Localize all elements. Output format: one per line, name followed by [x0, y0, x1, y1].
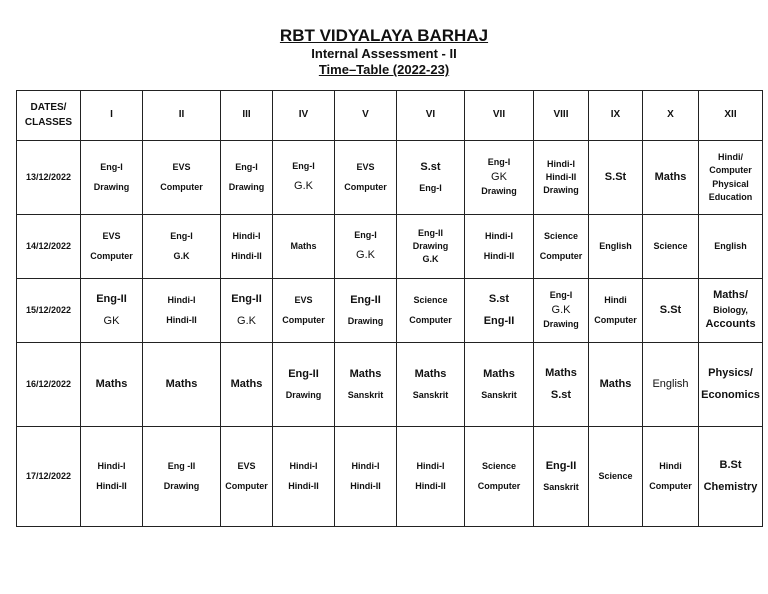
class-header: V: [335, 91, 397, 141]
subject-line: Science: [543, 231, 579, 242]
subject-cell: [335, 279, 397, 343]
subject-cell: [335, 343, 397, 427]
subject-cell: [273, 343, 335, 427]
subject-cell: [273, 215, 335, 279]
subject-line: Hindi-II: [415, 480, 446, 491]
subject-line: Hindi-I: [289, 461, 318, 472]
subject-line: Eng-I: [100, 162, 123, 173]
subject-cell: [273, 141, 335, 215]
subject-line: Accounts: [705, 318, 756, 331]
subject-cell: [643, 427, 699, 527]
class-header: IV: [273, 91, 335, 141]
subject-cell: [465, 343, 534, 427]
subject-cell: [81, 215, 143, 279]
class-header: VII: [465, 91, 534, 141]
subject-line: Computer: [594, 314, 637, 325]
subject-line: Maths/: [713, 289, 748, 302]
class-header: III: [221, 91, 273, 141]
subject-line: Maths: [95, 377, 128, 390]
subject-cell: [221, 427, 273, 527]
subject-cell: [699, 141, 763, 215]
subject-line: Drawing: [412, 240, 449, 251]
subject-line: Computer: [344, 181, 387, 192]
subject-line: Computer: [709, 165, 752, 176]
table-row: [17, 343, 763, 427]
subject-cell: [335, 215, 397, 279]
subject-line: Computer: [160, 181, 203, 192]
subject-line: Sanskrit: [543, 481, 579, 492]
subject-cell: [397, 279, 465, 343]
date-cell: 14/12/2022: [17, 215, 81, 279]
subject-line: Maths: [483, 368, 515, 380]
subject-cell: [273, 279, 335, 343]
subject-cell: [335, 427, 397, 527]
subject-cell: [143, 215, 221, 279]
subject-line: Science: [598, 470, 633, 481]
subject-cell: [589, 343, 643, 427]
corner-line: DATES/: [30, 102, 67, 113]
subject-line: Eng-I: [549, 290, 573, 301]
subject-cell: [699, 215, 763, 279]
subject-line: Eng-I: [235, 162, 258, 173]
subject-line: Hindi-II: [288, 480, 319, 491]
subject-cell: [643, 215, 699, 279]
subject-line: Sanskrit: [347, 389, 384, 400]
subject-line: Sanskrit: [412, 389, 449, 400]
subject-cell: [81, 279, 143, 343]
subject-cell: [643, 343, 699, 427]
subject-cell: [335, 141, 397, 215]
subject-cell: [221, 141, 273, 215]
date-cell: 17/12/2022: [17, 427, 81, 527]
subject-line: Eng-I: [354, 230, 377, 240]
subject-line: S.St: [659, 303, 682, 316]
subject-cell: [81, 343, 143, 427]
class-header: IX: [589, 91, 643, 141]
subject-cell: [534, 215, 589, 279]
subject-line: Drawing: [481, 186, 517, 197]
class-header: I: [81, 91, 143, 141]
school-name: RBT VIDYALAYA BARHAJ: [279, 26, 489, 45]
subject-cell: [589, 141, 643, 215]
header-row: [17, 91, 763, 141]
corner-line: CLASSES: [24, 116, 73, 128]
subject-line: S.st: [550, 388, 572, 401]
subject-line: GK: [103, 314, 120, 327]
subject-line: Maths: [654, 170, 687, 183]
subject-line: Maths: [545, 366, 577, 379]
subject-line: Maths: [230, 377, 263, 390]
subject-line: Computer: [539, 250, 583, 261]
exam-title: Internal Assessment - II: [311, 46, 457, 61]
subject-line: EVS: [356, 162, 375, 173]
subject-line: S.st: [420, 161, 441, 173]
subject-cell: [534, 141, 589, 215]
subject-line: G.K: [294, 180, 313, 193]
subject-line: Maths: [165, 377, 198, 390]
table-row: [17, 427, 763, 527]
subject-line: Science: [413, 295, 448, 306]
subject-cell: [699, 343, 763, 427]
subject-line: Chemistry: [703, 480, 758, 493]
timetable-body: [17, 141, 763, 527]
table-row: [17, 215, 763, 279]
subject-line: EVS: [172, 162, 191, 173]
table-row: [17, 141, 763, 215]
subject-line: Maths: [349, 368, 382, 380]
subject-line: Drawing: [543, 185, 579, 196]
subject-cell: [221, 343, 273, 427]
subject-line: Computer: [90, 250, 133, 261]
subject-cell: [143, 343, 221, 427]
subject-line: Hindi-I: [547, 158, 575, 169]
subject-cell: [465, 141, 534, 215]
subject-line: Science: [653, 240, 688, 251]
subject-line: Eng-II: [350, 294, 381, 306]
subject-line: Eng-II: [545, 460, 577, 472]
class-header: X: [643, 91, 699, 141]
subject-cell: [699, 279, 763, 343]
date-cell: 16/12/2022: [17, 343, 81, 427]
subject-cell: [589, 215, 643, 279]
subject-cell: [221, 279, 273, 343]
subject-line: EVS: [237, 461, 256, 472]
subject-line: Physical: [712, 178, 749, 189]
subject-cell: [534, 427, 589, 527]
subject-line: S.St: [604, 170, 627, 183]
class-header: XII: [699, 91, 763, 141]
subject-line: G.K: [422, 254, 439, 265]
subject-line: GK: [491, 170, 507, 183]
subject-cell: [465, 215, 534, 279]
subject-line: EVS: [102, 231, 121, 242]
subject-cell: [643, 141, 699, 215]
subject-cell: [643, 279, 699, 343]
subject-cell: [397, 141, 465, 215]
subject-line: Eng-II: [288, 368, 319, 380]
subject-line: Drawing: [228, 181, 265, 192]
subject-line: Eng-II: [483, 314, 515, 327]
subject-line: Hindi-II: [350, 480, 381, 491]
subject-line: Education: [708, 191, 753, 202]
timetable-title: Time–Table (2022-23): [318, 62, 450, 77]
table-row: [17, 279, 763, 343]
subject-line: Biology,: [713, 304, 748, 315]
subject-line: Eng -II: [167, 461, 196, 472]
subject-line: English: [599, 240, 632, 251]
subject-line: Hindi/: [718, 152, 743, 162]
subject-line: Eng-I: [292, 161, 315, 171]
subject-cell: [81, 427, 143, 527]
subject-line: B.St: [719, 458, 742, 471]
class-header: II: [143, 91, 221, 141]
subject-cell: [221, 215, 273, 279]
subject-line: Sanskrit: [481, 389, 517, 400]
subject-line: EVS: [294, 295, 313, 306]
date-cell: 15/12/2022: [17, 279, 81, 343]
class-header: VI: [397, 91, 465, 141]
subject-cell: [397, 215, 465, 279]
subject-cell: [589, 279, 643, 343]
subject-line: Maths: [599, 377, 632, 390]
subject-line: Drawing: [93, 181, 130, 192]
subject-line: Maths: [414, 368, 447, 380]
date-cell: 13/12/2022: [17, 141, 81, 215]
subject-line: Hindi: [659, 461, 682, 472]
class-header: VIII: [534, 91, 589, 141]
subject-line: Drawing: [347, 315, 384, 326]
subject-line: Economics: [701, 388, 760, 401]
subject-cell: [143, 427, 221, 527]
subject-cell: [699, 427, 763, 527]
timetable-table: [16, 90, 763, 527]
subject-line: Hindi-II: [483, 250, 515, 261]
subject-line: Hindi-II: [166, 314, 197, 325]
subject-cell: [143, 279, 221, 343]
subject-line: G.K: [356, 249, 375, 262]
subject-line: G.K: [237, 314, 256, 327]
subject-line: Eng-II: [418, 227, 443, 238]
subject-line: G.K: [551, 303, 571, 316]
subject-line: Computer: [649, 480, 692, 491]
subject-line: S.st: [488, 292, 510, 305]
subject-cell: [397, 343, 465, 427]
subject-line: Drawing: [543, 319, 579, 330]
subject-line: Eng-I: [487, 157, 511, 168]
subject-line: Eng-I: [170, 231, 193, 242]
subject-line: Physics/: [708, 366, 753, 379]
subject-line: Hindi-II: [231, 250, 262, 261]
subject-line: Eng-II: [231, 292, 262, 305]
subject-line: Eng-II: [96, 292, 127, 305]
subject-line: Hindi-I: [167, 295, 196, 306]
subject-line: Drawing: [163, 480, 200, 491]
subject-cell: [465, 427, 534, 527]
subject-line: Hindi-I: [232, 231, 261, 242]
subject-cell: [534, 343, 589, 427]
subject-line: Drawing: [285, 389, 322, 400]
subject-line: G.K: [173, 250, 190, 261]
subject-line: Hindi-II: [96, 480, 127, 491]
subject-line: Hindi-I: [97, 461, 126, 472]
subject-line: Computer: [477, 480, 521, 491]
subject-cell: [273, 427, 335, 527]
subject-cell: [465, 279, 534, 343]
subject-line: English: [714, 240, 747, 251]
subject-line: Hindi-I: [485, 231, 513, 242]
subject-cell: [397, 427, 465, 527]
subject-line: Hindi-II: [545, 171, 577, 182]
subject-line: English: [652, 377, 689, 390]
subject-line: Computer: [409, 314, 452, 325]
corner-header: [17, 91, 81, 141]
subject-cell: [589, 427, 643, 527]
subject-cell: [81, 141, 143, 215]
subject-line: Computer: [282, 314, 325, 325]
subject-cell: [534, 279, 589, 343]
subject-line: Computer: [225, 480, 268, 491]
subject-line: Hindi: [604, 295, 627, 306]
subject-line: Hindi-I: [351, 461, 380, 472]
subject-line: Hindi-I: [416, 461, 445, 472]
subject-line: Science: [481, 461, 517, 472]
subject-line: Eng-I: [419, 182, 442, 193]
subject-cell: [143, 141, 221, 215]
subject-line: Maths: [290, 240, 317, 251]
